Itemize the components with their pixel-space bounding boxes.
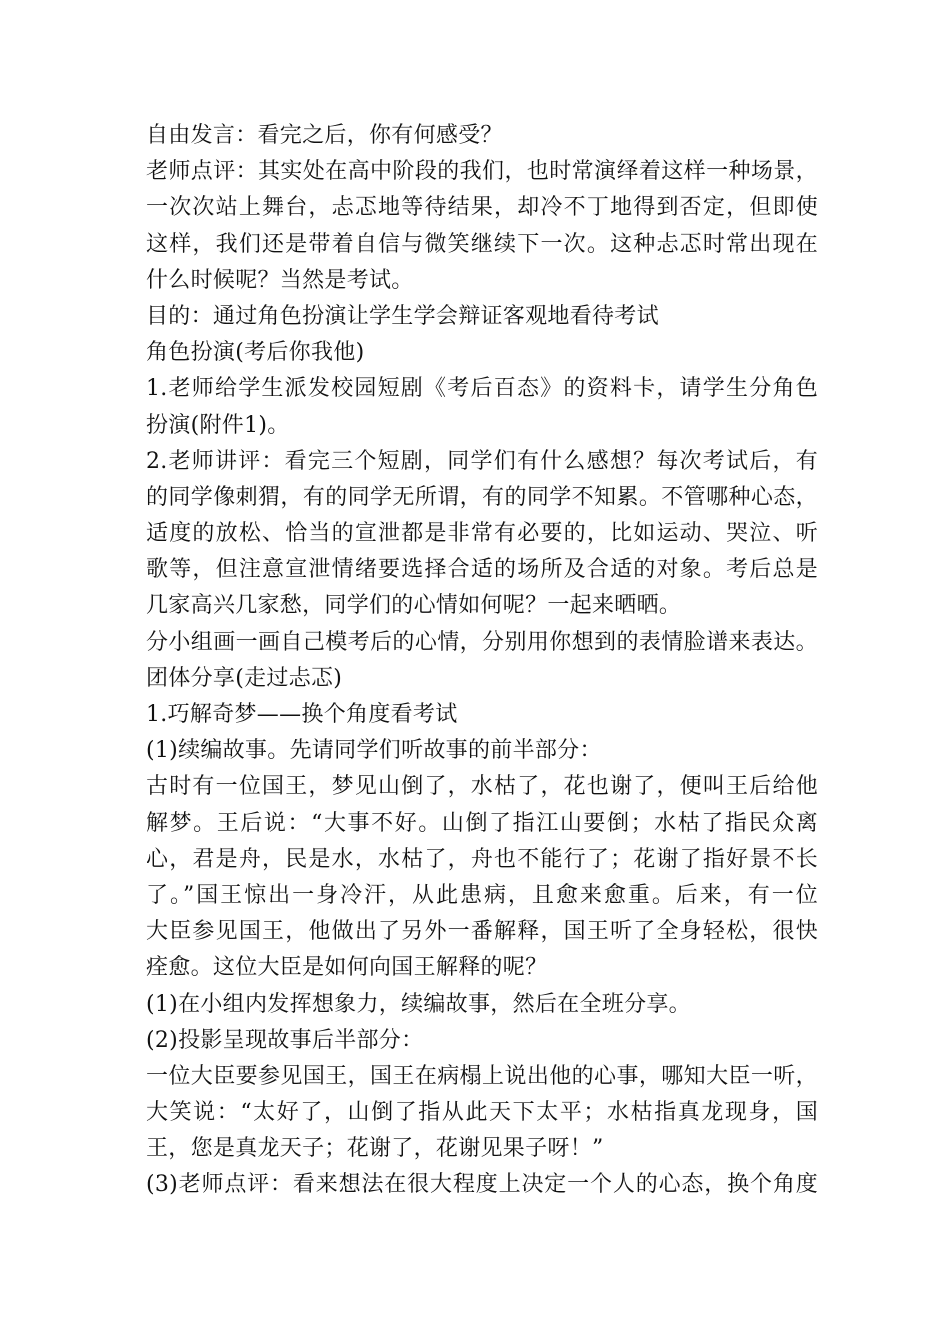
text-line: 王，您是真龙天子；花谢了，花谢见果子呀！” (146, 1136, 604, 1162)
text-line: 解梦。王后说：“大事不好。山倒了指江山要倒；水枯了指民众离 (146, 810, 818, 836)
text-line: (2)投影呈现故事后半部分： (146, 1027, 424, 1053)
text-line: 适度的放松、恰当的宣泄都是非常有必要的，比如运动、哭泣、听 (146, 521, 818, 547)
text-line: (1)在小组内发挥想象力，续编故事，然后在全班分享。 (146, 991, 691, 1017)
text-line: 痊愈。这位大臣是如何向国王解释的呢？ (146, 955, 548, 981)
text-line: 2.老师讲评：看完三个短剧，同学们有什么感想？每次考试后，有 (146, 448, 818, 474)
document-body (146, 118, 818, 1204)
text-line: 扮演(附件1)。 (146, 412, 290, 438)
text-line: 自由发言：看完之后，你有何感受？ (146, 123, 503, 148)
text-line: 一位大臣要参见国王，国王在病榻上说出他的心事，哪知大臣一听， (146, 1063, 818, 1089)
text-line: 老师点评：其实处在高中阶段的我们，也时常演绎着这样一种场景， (146, 159, 818, 185)
text-line: 目的：通过角色扮演让学生学会辩证客观地看待考试 (146, 303, 659, 329)
text-line: (3)老师点评：看来想法在很大程度上决定一个人的心态，换个角度 (146, 1172, 818, 1198)
text-line: (1)续编故事。先请同学们听故事的前半部分： (146, 738, 602, 764)
text-line: 大臣参见国王，他做出了另外一番解释，国王听了全身轻松，很快 (146, 919, 818, 945)
text-line: 分小组画一画自己模考后的心情，分别用你想到的表情脸谱来表达。 (146, 629, 818, 655)
text-line: 团体分享(走过忐忑) (146, 665, 343, 691)
text-line: 一次次站上舞台，忐忑地等待结果，却冷不丁地得到否定，但即使 (146, 195, 818, 221)
text-line: 大笑说：“太好了，山倒了指从此天下太平；水枯指真龙现身，国 (146, 1100, 818, 1126)
text-line: 古时有一位国王，梦见山倒了，水枯了，花也谢了，便叫王后给他 (146, 774, 818, 800)
text-line: 什么时候呢？当然是考试。 (146, 267, 414, 293)
text-line: 几家高兴几家愁，同学们的心情如何呢？一起来晒晒。 (146, 593, 682, 619)
text-line: 角色扮演(考后你我他) (146, 340, 365, 366)
text-line: 了。”国王惊出一身冷汗，从此患病，且愈来愈重。后来，有一位 (146, 882, 818, 908)
text-line: 1.老师给学生派发校园短剧《考后百态》的资料卡，请学生分角色 (146, 376, 818, 402)
text-line: 这样，我们还是带着自信与微笑继续下一次。这种忐忑时常出现在 (146, 231, 818, 257)
text-line: 1.巧解奇梦——换个角度看考试 (146, 702, 458, 727)
text-line: 心，君是舟，民是水，水枯了，舟也不能行了；花谢了指好景不长 (146, 846, 818, 872)
text-line: 歌等，但注意宣泄情绪要选择合适的场所及合适的对象。考后总是 (146, 557, 818, 583)
text-line: 的同学像刺猬，有的同学无所谓，有的同学不知累。不管哪种心态， (146, 484, 818, 510)
